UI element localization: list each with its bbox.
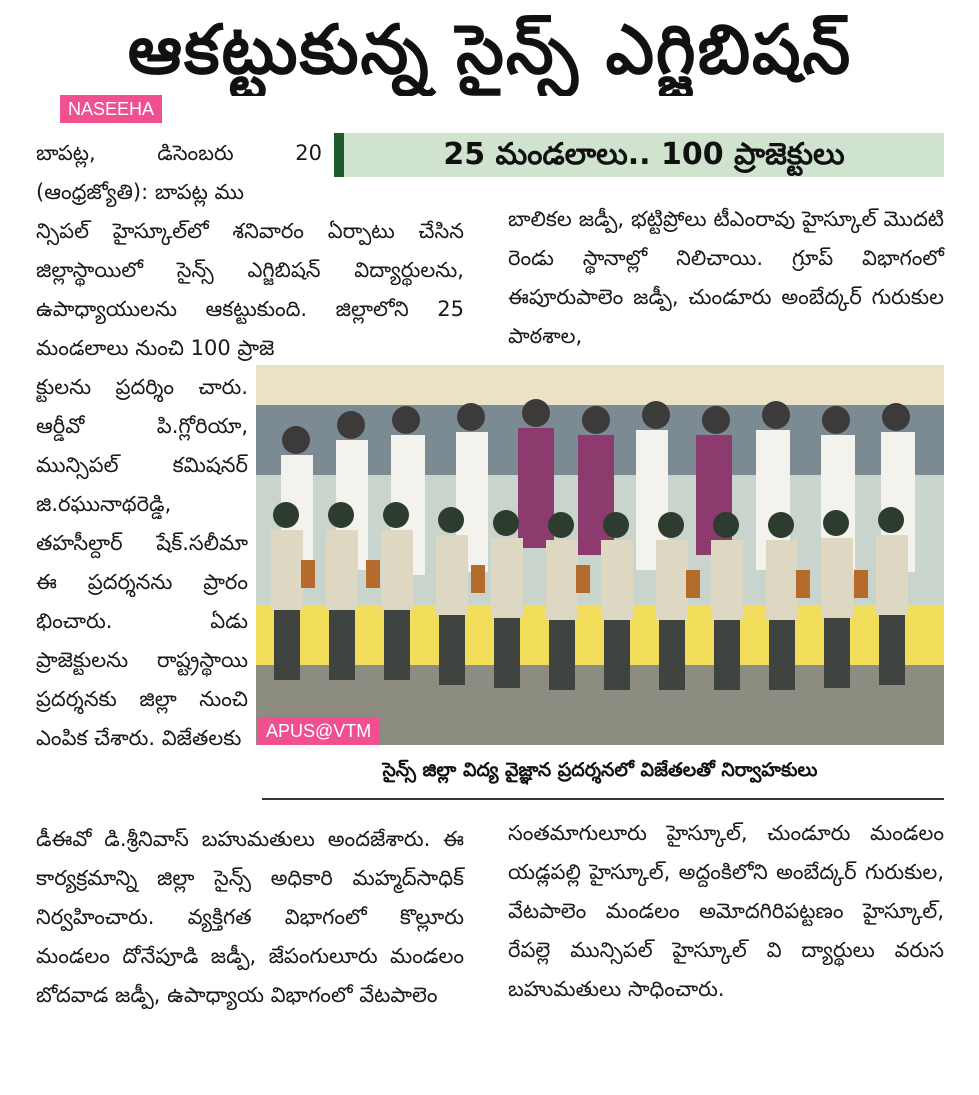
caption-divider bbox=[262, 798, 944, 800]
article-text-intro: న్సిపల్‌ హైస్కూల్‌లో శనివారం ఏర్పాటు చేసిన జిల్లాస్థాయిలో సైన్స్‌ ఎగ్జిబిషన్‌ విద్యార్థులను, ఉపాధ్యాయులను ఆకట్టుకుంది. జిల్లాలోని 25 మండలాలు నుంచి 100 ప్రాజె bbox=[36, 219, 464, 360]
headline: ఆకట్టుకున్న సైన్స్‌ ఎగ్జిబిషన్‌ bbox=[127, 11, 853, 90]
article-text-narrow-column: క్టులను ప్రదర్శిం చారు. ఆర్డీవో పి.గ్లోరియా, మున్సిపల్‌ కమిషనర్‌ జి.రఘునాథరెడ్డి, తహసీల్దార్‌ షేక్‌.సలీమా ఈ ప్రదర్శనను ప్రారం భించారు. ఏడు ప్రాజెక్టులను రాష్ట్రస్థాయి ప్రదర్శనకు జిల్లా నుంచి ఎంపిక చేశారు. విజేతలకు bbox=[36, 375, 248, 750]
source-tag: NASEEHA bbox=[60, 95, 162, 123]
article-text-dateline: బాపట్ల, డిసెంబరు 20 (ఆంధ్రజ్యోతి): బాపట్ల ము bbox=[36, 141, 322, 204]
subheadline-banner: 25 మండలాలు.. 100 ప్రాజెక్టులు bbox=[334, 133, 944, 177]
group-photo-illustration bbox=[256, 365, 944, 745]
article-text-left-lower: డీఈవో డి.శ్రీనివాస్‌ బహుమతులు అందజేశారు. ఈ కార్యక్రమాన్ని జిల్లా సైన్స్‌ అధికారి మహ్మద్‌సాధిక్‌ నిర్వహించారు. వ్యక్తిగత విభాగంలో కొల్లూరు మండలం దోనేపూడి జడ్పీ, జేపంగులూరు మండలం బోదవాడ జడ్పీ, ఉపాధ్యాయ విభాగంలో వేటపాలెం bbox=[36, 827, 464, 1007]
photo-caption: సైన్స్‌ జిల్లా విద్య వైజ్ఞాన ప్రదర్శనలో విజేతలతో నిర్వాహకులు bbox=[382, 759, 818, 781]
article-text-right-lower: సంతమాగులూరు హైస్కూల్‌, చుండూరు మండలం యడ్లపల్లి హైస్కూల్‌, అద్దంకిలోని అంబేద్కర్‌ గురుకుల, వేటపాలెం మండలం అమోదగిరిపట్టణం హైస్కూల్‌, రేపల్లె మున్సిపల్‌ హైస్కూల్‌ వి ద్యార్థులు వరుస బహుమతులు సాధించారు. bbox=[508, 821, 944, 1001]
event-photo bbox=[256, 365, 944, 745]
photo-credit-tag: APUS@VTM bbox=[258, 717, 379, 745]
article-text-right-upper: బాలికల జడ్పీ, భట్టిప్రోలు టీఎంరావు హైస్కూల్‌ మొదటి రెండు స్థానాల్లో నిలిచాయి. గ్రూప్‌ విభాగంలో ఈపూరుపాలెం జడ్పీ, చుండూరు అంబేద్కర్‌ గురుకుల పాఠశాల, bbox=[508, 207, 944, 348]
